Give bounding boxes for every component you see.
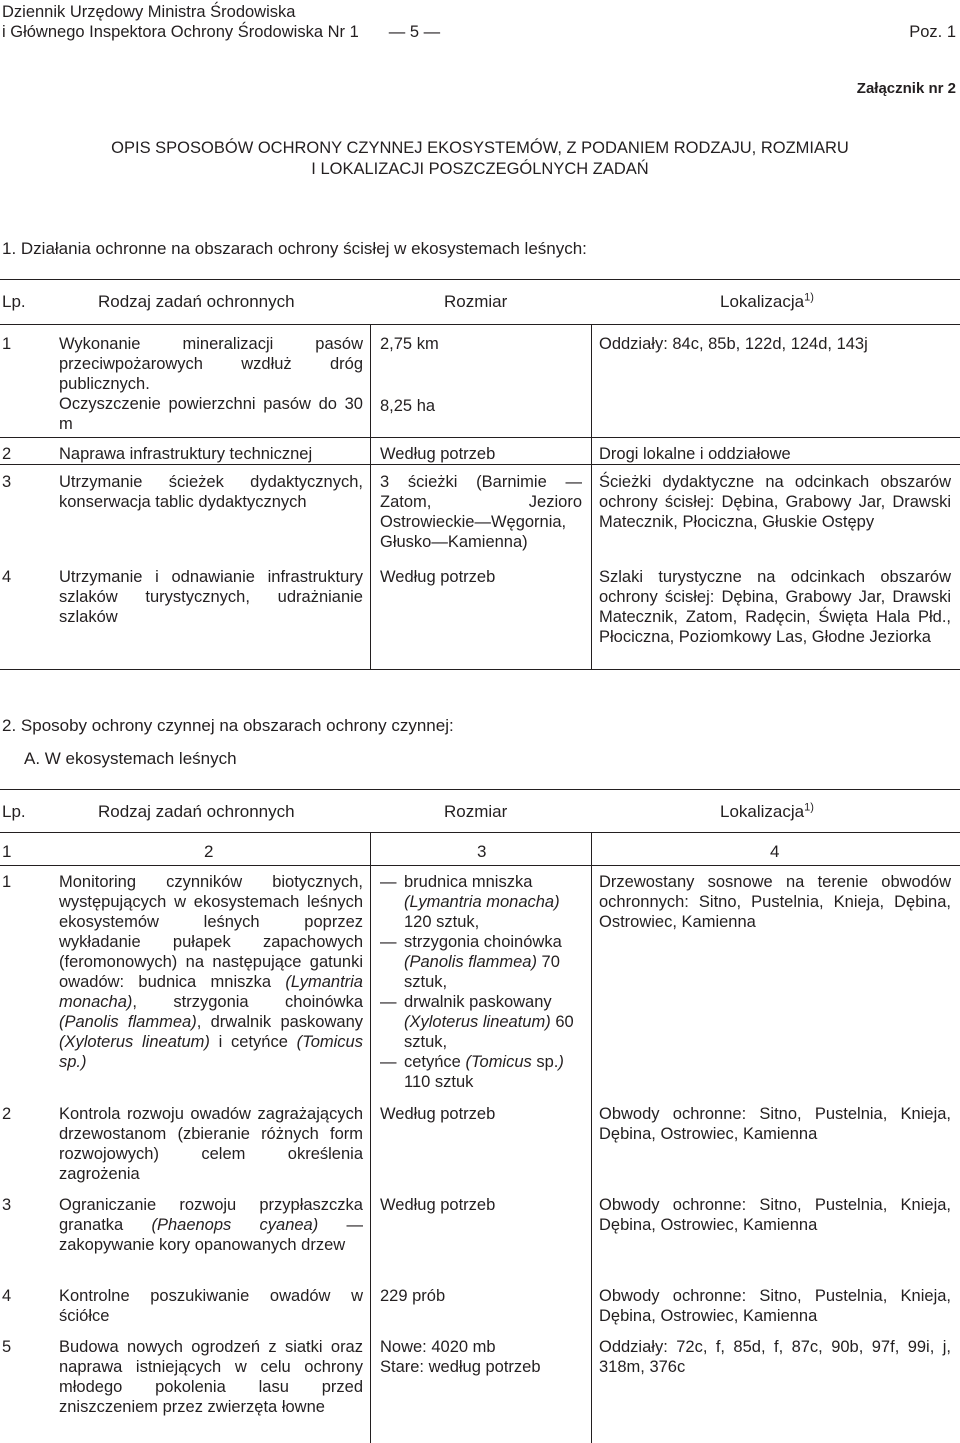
t2-row3-lokalizacja: Obwody ochronne: Sitno, Pustelnia, Knieja, Dębina, Ostrowiec, Kamienna — [599, 1196, 951, 1234]
t1-row2-lp: 2 — [2, 445, 12, 463]
t2-row4-rodzaj: Kontrolne poszukiwanie owadów w ściółce — [59, 1287, 363, 1325]
t1-row4-lokalizacja: Szlaki turystyczne na odcinkach obszarów ochrony ścisłej: Dębina, Grabowy Jar, Drawski Matecznik, Zatom, Radęcin, Święta Hala Płd., Płociczna, Poziomkowy Las, Głodne Jeziorka — [599, 568, 951, 646]
table1-col-rozmiar: Rozmiar — [444, 292, 508, 311]
table2-col-lp: Lp. — [2, 802, 26, 821]
t2-row1-rozmiar — [380, 872, 585, 1092]
col-number-1: 1 — [2, 842, 12, 861]
t2-row4-rozmiar: 229 prób — [380, 1287, 446, 1305]
t2-row3-rozmiar: Według potrzeb — [380, 1196, 496, 1214]
t2-row5-rozmiar-a: Nowe: 4020 mb — [380, 1338, 496, 1356]
section2-subheading: A. W ekosystemach leśnych — [24, 749, 237, 768]
col-number-3: 3 — [477, 842, 487, 861]
t1-row1-rozmiar-a: 2,75 km — [380, 335, 439, 353]
table2-numbers-rule — [0, 865, 960, 866]
table2-col-rodzaj: Rodzaj zadań ochronnych — [98, 802, 295, 821]
t2-row4-lokalizacja: Obwody ochronne: Sitno, Pustelnia, Knieja, Dębina, Ostrowiec, Kamienna — [599, 1287, 951, 1325]
t1-row3-rodzaj: Utrzymanie ścieżek dydaktycznych, konserwacja tablic dydaktycznych — [59, 473, 363, 511]
table1-col-lp: Lp. — [2, 292, 26, 311]
page-number: — 5 — — [388, 23, 441, 41]
t2-row4-lp: 4 — [2, 1287, 12, 1305]
table2-vline-2 — [591, 832, 592, 1443]
journal-title-line2: i Głównego Inspektora Ochrony Środowiska Nr 1 — [2, 23, 359, 41]
t1-row3-rozmiar: 3 ścieżki (Barnimie —Zatom, Jezioro Ostrowieckie—Węgornia, Głusko—Kamienna) — [380, 473, 582, 551]
table2-col-rozmiar: Rozmiar — [444, 802, 508, 821]
t1-row3-lp: 3 — [2, 473, 12, 491]
t2-row2-lokalizacja: Obwody ochronne: Sitno, Pustelnia, Knieja, Dębina, Ostrowiec, Kamienna — [599, 1105, 951, 1143]
table1-vline-2 — [591, 324, 592, 669]
section1-heading: 1. Działania ochronne na obszarach ochrony ścisłej w ekosystemach leśnych: — [2, 239, 587, 258]
t1-row2-rule — [0, 464, 960, 465]
section2-heading: 2. Sposoby ochrony czynnej na obszarach ochrony czynnej: — [2, 716, 454, 735]
table1-col-lokalizacja: Lokalizacja$^{1)}$ — [720, 291, 814, 311]
annex-label: Załącznik nr 2 — [856, 80, 956, 97]
footnote-marker: 1) — [804, 801, 814, 814]
t1-row1-rodzaj-b: Oczyszczenie powierzchni pasów do 30 m — [59, 395, 363, 433]
document-title — [0, 138, 960, 180]
table2-header-rule — [0, 832, 960, 833]
rozmiar-list-item: — strzygonia choinówka (Panolis flammea) 70 sztuk, — [380, 933, 562, 991]
table2-vline-1 — [370, 832, 371, 1443]
t1-row4-lp: 4 — [2, 568, 12, 586]
rozmiar-list-item: — cetyńce (Tomicus sp.) 110 sztuk — [380, 1053, 564, 1091]
table1-top-rule — [0, 279, 960, 280]
table1-vline-1 — [370, 324, 371, 669]
t2-row1-lokalizacja: Drzewostany sosnowe na terenie obwodów ochronnych: Sitno, Pustelnia, Knieja, Dębina, Ostrowiec, Kamienna — [599, 873, 951, 931]
t2-row1-rodzaj: Monitoring czynników biotycznych, występujących w ekosystemach leśnych ekosystemów leśnych poprzez wykładanie pułapek zapachowych (feromonowych) na następujące gatunki owadów: budnica mniszka (Lymantria monacha), strzygonia choinówka (Panolis flammea), drwalnik paskowany (Xyloterus lineatum) i cetyńce (Tomicus sp.) — [59, 873, 363, 1071]
table2-col-lokalizacja: Lokalizacja$^{1)}$ — [720, 801, 814, 821]
t1-row1-lokalizacja: Oddziały: 84c, 85b, 122d, 124d, 143j — [599, 335, 868, 353]
footnote-marker: 1) — [804, 291, 814, 304]
t2-row3-rodzaj: Ograniczanie rozwoju przypłaszczka granatka (Phaenops cyanea) — zakopywanie kory opanowanych drzew — [59, 1196, 363, 1254]
t2-row1-lp: 1 — [2, 873, 12, 891]
journal-title-line1: Dziennik Urzędowy Ministra Środowiska — [2, 3, 296, 21]
t1-row1-rozmiar-b: 8,25 ha — [380, 397, 436, 415]
t1-row4-rozmiar: Według potrzeb — [380, 568, 496, 586]
table1-header-rule — [0, 324, 960, 325]
t2-row5-rodzaj: Budowa nowych ogrodzeń z siatki oraz naprawa istniejących w celu ochrony młodego pokolenia lasu przed zniszczeniem przez zwierzęta łowne — [59, 1338, 363, 1416]
t2-row2-lp: 2 — [2, 1105, 12, 1123]
t1-row1-lp: 1 — [2, 335, 12, 353]
t2-row2-rozmiar: Według potrzeb — [380, 1105, 496, 1123]
rozmiar-list-item: — drwalnik paskowany (Xyloterus lineatum) 60 sztuk, — [380, 993, 574, 1051]
table1-bottom-rule — [0, 669, 960, 670]
t2-row3-lp: 3 — [2, 1196, 12, 1214]
t1-row2-rozmiar: Według potrzeb — [380, 445, 496, 463]
t2-row2-rodzaj: Kontrola rozwoju owadów zagrażających drzewostanom (zbieranie różnych form rozwojowych) celem określenia zagrożenia — [59, 1105, 363, 1183]
t1-row4-rodzaj: Utrzymanie i odnawianie infrastruktury szlaków turystycznych, udrażnianie szlaków — [59, 568, 363, 626]
t2-row5-lokalizacja: Oddziały: 72c, f, 85d, f, 87c, 90b, 97f, 99i, j, 318m, 376c — [599, 1338, 951, 1376]
table1-col-rodzaj: Rodzaj zadań ochronnych — [98, 292, 295, 311]
table2-top-rule — [0, 789, 960, 790]
col-number-2: 2 — [204, 842, 214, 861]
t1-row2-rodzaj: Naprawa infrastruktury technicznej — [59, 445, 313, 463]
t1-row1-rule — [0, 437, 960, 438]
t1-row1-rodzaj-a: Wykonanie mineralizacji pasów przeciwpożarowych wzdłuż dróg publicznych. — [59, 335, 363, 393]
t2-row5-lp: 5 — [2, 1338, 12, 1356]
col-number-4: 4 — [770, 842, 780, 861]
journal-header — [2, 2, 440, 42]
rozmiar-list-item: — brudnica mniszka (Lymantria monacha) 120 sztuk, — [380, 873, 560, 931]
t1-row2-lokalizacja: Drogi lokalne i oddziałowe — [599, 445, 791, 463]
t2-row5-rozmiar-b: Stare: według potrzeb — [380, 1358, 541, 1376]
position-number: Poz. 1 — [909, 23, 956, 41]
title-line2: I LOKALIZACJI POSZCZEGÓLNYCH ZADAŃ — [311, 160, 649, 178]
title-line1: OPIS SPOSOBÓW OCHRONY CZYNNEJ EKOSYSTEMÓW, Z PODANIEM RODZAJU, ROZMIARU — [111, 139, 849, 157]
t1-row3-lokalizacja: Ścieżki dydaktyczne na odcinkach obszarów ochrony ścisłej: Dębina, Grabowy Jar, Drawski Matecznik, Płociczna, Głuskie Ostępy — [599, 473, 951, 531]
